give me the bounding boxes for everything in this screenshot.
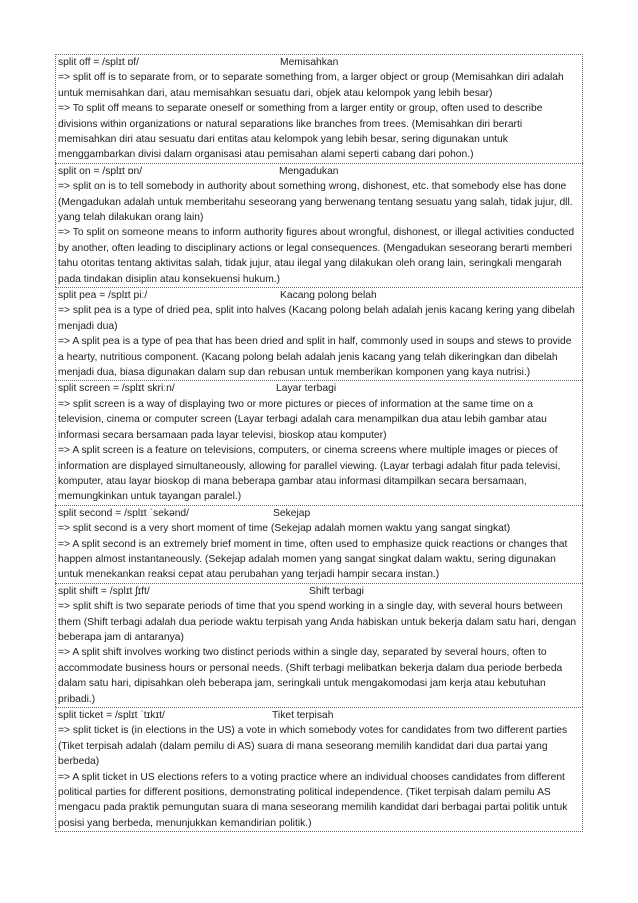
entry-definition: => split off is to separate from, or to separate something from, a larger object or group (Memisahkan diri adalah untuk memisahkan dari, atau memisahkan sesuatu dari, objek atau kelompok yang lebih besar) bbox=[58, 72, 564, 99]
entry-definition: => split pea is a type of dried pea, split into halves (Kacang polong belah adalah jenis kacang kering yang dibelah menjadi dua) bbox=[58, 305, 575, 332]
entry-header bbox=[56, 381, 582, 396]
entry-term: split second = /splɪt ˈsekənd/ bbox=[58, 507, 190, 519]
entry-translation: Sekejap bbox=[273, 507, 311, 519]
entry-header bbox=[56, 288, 582, 303]
entry-header bbox=[56, 708, 582, 723]
dictionary-entry bbox=[55, 380, 583, 504]
entry-definition: => A split pea is a type of pea that has been dried and split in half, commonly used in soups and stews to provide a hearty, nutritious component. (Kacang polong belah adalah jenis kacang yang telah dikeringkan dan dibelah menjadi dua, biasa digunakan dalam sup dan rebusan untuk memberikan komponen yang kaya nutrisi.) bbox=[58, 336, 572, 379]
entry-header bbox=[56, 584, 582, 599]
entry-definition: => A split shift involves working two distinct periods within a single day, separated by several hours, often to accommodate business hours or personal needs. (Shift terbagi melibatkan bekerja dalam dua periode berbeda dalam satu hari, dipisahkan oleh beberapa jam, seringkali untuk mengakomodasi jam kerja atau kebutuhan pribadi.) bbox=[58, 647, 563, 705]
entry-term: split ticket = /splɪt ˈtɪkɪt/ bbox=[58, 709, 165, 721]
entry-term: split off = /splɪt ɒf/ bbox=[58, 57, 140, 68]
dictionary-entry bbox=[55, 505, 583, 583]
entry-definition: => To split off means to separate oneself or something from a larger entity or group, often used to describe divisions within organizations or natural separations like branches from trees. (Memisahkan diri berarti memisahkan diri atau sesuatu dari entitas atau kelompok yang lebih besar, sering digunakan untuk menggambarkan divisi dalam organisasi atau pemisahan alami seperti cabang dari pohon.) bbox=[58, 103, 543, 161]
entry-header bbox=[56, 164, 582, 179]
entry-definition: => A split second is an extremely brief moment in time, often used to emphasize quick reactions or changes that happen almost instantaneously. (Sekejap adalah momen yang sangat singkat dalam waktu, sering digunakan untuk menekankan reaksi cepat atau perubahan yang terjadi hampir secara instan.) bbox=[58, 538, 568, 581]
entry-definition: => To split on someone means to inform authority figures about wrongful, dishonest, or illegal activities conducted by another, often leading to disciplinary actions or legal consequences. (Mengadukan seseorang berarti memberi tahu otoritas tentang aktivitas salah, tidak jujur, atau ilegal yang dilakukan oleh orang lain, seringkali mengarah pada tindakan disiplin atau konsekuensi hukum.) bbox=[58, 227, 575, 285]
entry-translation: Kacang polong belah bbox=[280, 290, 377, 302]
dictionary-entry bbox=[55, 287, 583, 380]
entry-definition: => A split ticket in US elections refers to a voting practice where an individual chooses candidates from different political parties for different positions, demonstrating political independence. (Tiket terpisah dalam pemilu AS mengacu pada praktik pemungutan suara di mana seseorang memilih kandidat dari berbagai partai politik untuk posisi yang berbeda, menunjukkan kemandirian politik.) bbox=[58, 771, 568, 829]
entry-translation: Memisahkan bbox=[280, 57, 339, 68]
entry-translation: Mengadukan bbox=[279, 165, 339, 177]
entry-header bbox=[56, 506, 582, 521]
dictionary-entry bbox=[55, 54, 583, 163]
entry-definition: => split shift is two separate periods of time that you spend working in a single day, with several hours between them (Shift terbagi adalah dua periode waktu terpisah yang Anda habiskan untuk bekerja dalam satu hari, dengan beberapa jam di antaranya) bbox=[58, 601, 577, 643]
entry-definition: => split ticket is (in elections in the US) a vote in which somebody votes for candidates from two different parties (Tiket terpisah adalah (dalam pemilu di AS) suara di mana seseorang memilih kandidat dari dua partai yang berbeda) bbox=[58, 725, 568, 768]
entry-translation: Layar terbagi bbox=[276, 383, 337, 395]
entry-definition: => A split screen is a feature on televisions, computers, or cinema screens where multiple images or pieces of information are displayed simultaneously, allowing for parallel viewing. (Layar terbagi adalah fitur pada televisi, komputer, atau layar bioskop di mana beberapa gambar atau informasi ditampilkan secara bersamaan, memungkinkan untuk tayangan paralel.) bbox=[58, 445, 561, 503]
entry-translation: Shift terbagi bbox=[309, 585, 364, 597]
entry-translation: Tiket terpisah bbox=[272, 709, 334, 721]
entry-term: split screen = /splɪt skriːn/ bbox=[58, 383, 175, 395]
dictionary-entry bbox=[55, 163, 583, 287]
entry-header bbox=[56, 55, 582, 70]
dictionary-entry bbox=[55, 707, 583, 832]
entry-term: split pea = /splɪt piː/ bbox=[58, 290, 148, 302]
entry-definition: => split screen is a way of displaying two or more pictures or pieces of information at the same time on a television, cinema or computer screen (Layar terbagi adalah cara menampilkan dua atau lebih gambar atau informasi secara bersamaan pada layar televisi, bioskop atau komputer) bbox=[58, 398, 547, 441]
dictionary-entry bbox=[55, 583, 583, 707]
entry-definition: => split second is a very short moment of time (Sekejap adalah momen waktu yang sangat singkat) bbox=[58, 523, 511, 535]
entry-term: split shift = /splɪt ʃɪft/ bbox=[58, 585, 150, 597]
entry-term: split on = /splɪt ɒn/ bbox=[58, 165, 143, 177]
document-page bbox=[55, 54, 583, 832]
entry-definition: => split on is to tell somebody in authority about something wrong, dishonest, etc. that somebody else has done (Mengadukan adalah untuk memberitahu seseorang yang berwenang tentang sesuatu yang salah, tidak jujur, dll. yang telah dilakukan orang lain) bbox=[58, 181, 573, 224]
